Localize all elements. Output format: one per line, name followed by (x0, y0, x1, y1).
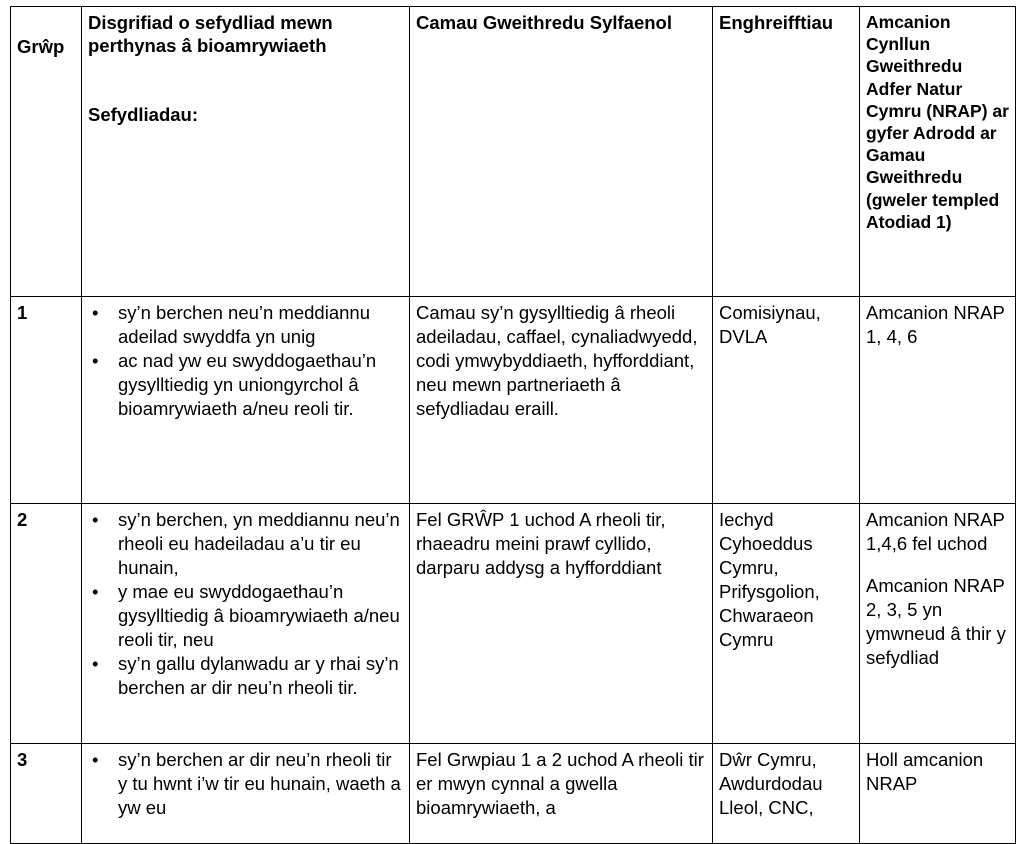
header-group: Grŵp (11, 7, 82, 297)
table-row (11, 744, 1016, 844)
examples-cell: Comisiynau, DVLA (713, 297, 860, 504)
description-list (88, 748, 403, 820)
nrap-text: Amcanion NRAP 1, 4, 6 (866, 302, 1005, 347)
list-item: • y mae eu swyddogaethau’n gysylltiedig â bioamrywiaeth a/neu reoli tir, neu (118, 580, 403, 652)
nrap-text: Amcanion NRAP 2, 3, 5 yn ymwneud â thir y sefydliad (866, 575, 1006, 668)
header-actions: Camau Gweithredu Sylfaenol (410, 7, 713, 297)
nrap-cell (860, 297, 1016, 504)
biodiversity-groups-table (10, 6, 1016, 844)
description-cell (82, 504, 410, 744)
header-row (11, 7, 1016, 297)
examples-cell: Iechyd Cyhoeddus Cymru, Prifysgolion, Chwaraeon Cymru (713, 504, 860, 744)
description-cell (82, 744, 410, 844)
header-description (82, 7, 410, 297)
table-row (11, 297, 1016, 504)
nrap-cell (860, 504, 1016, 744)
list-item: • sy’n berchen ar dir neu’n rheoli tir y tu hwnt i’w tir eu hunain, waeth a yw eu (118, 748, 403, 820)
list-item: • sy’n berchen neu’n meddiannu adeilad swyddfa yn unig (118, 301, 403, 349)
description-list (88, 508, 403, 700)
actions-cell: Camau sy’n gysylltiedig â rheoli adeiladau, caffael, cynaliadwyedd, codi ymwybyddiaeth, hyfforddiant, neu mewn partneriaeth â sefydliadau eraill. (410, 297, 713, 504)
header-examples: Enghreifftiau (713, 7, 860, 297)
header-description-text: Disgrifiad o sefydliad mewn perthynas â bioamrywiaeth (88, 12, 333, 56)
description-cell (82, 297, 410, 504)
list-item: • ac nad yw eu swyddogaethau’n gysylltiedig yn uniongyrchol â bioamrywiaeth a/neu reoli tir. (118, 349, 403, 421)
description-list (88, 301, 403, 421)
actions-cell: Fel Grwpiau 1 a 2 uchod A rheoli tir er mwyn cynnal a gwella bioamrywiaeth, a (410, 744, 713, 844)
header-description-sub: Sefydliadau: (88, 104, 198, 125)
nrap-text: Holl amcanion NRAP (866, 749, 984, 794)
nrap-text: Amcanion NRAP 1,4,6 fel uchod (866, 509, 1005, 554)
group-number: 1 (11, 297, 82, 504)
list-item: • sy’n gallu dylanwadu ar y rhai sy’n berchen ar dir neu’n rheoli tir. (118, 652, 403, 700)
group-number: 3 (11, 744, 82, 844)
actions-cell: Fel GRŴP 1 uchod A rheoli tir, rhaeadru meini prawf cyllido, darparu addysg a hyfforddiant (410, 504, 713, 744)
group-number: 2 (11, 504, 82, 744)
header-nrap: Amcanion Cynllun Gweithredu Adfer Natur Cymru (NRAP) ar gyfer Adrodd ar Gamau Gweithredu (gweler templed Atodiad 1) (860, 7, 1016, 297)
examples-cell: Dŵr Cymru, Awdurdodau Lleol, CNC, (713, 744, 860, 844)
table-row (11, 504, 1016, 744)
list-item: • sy’n berchen, yn meddiannu neu’n rheoli eu hadeiladau a’u tir eu hunain, (118, 508, 403, 580)
nrap-cell (860, 744, 1016, 844)
